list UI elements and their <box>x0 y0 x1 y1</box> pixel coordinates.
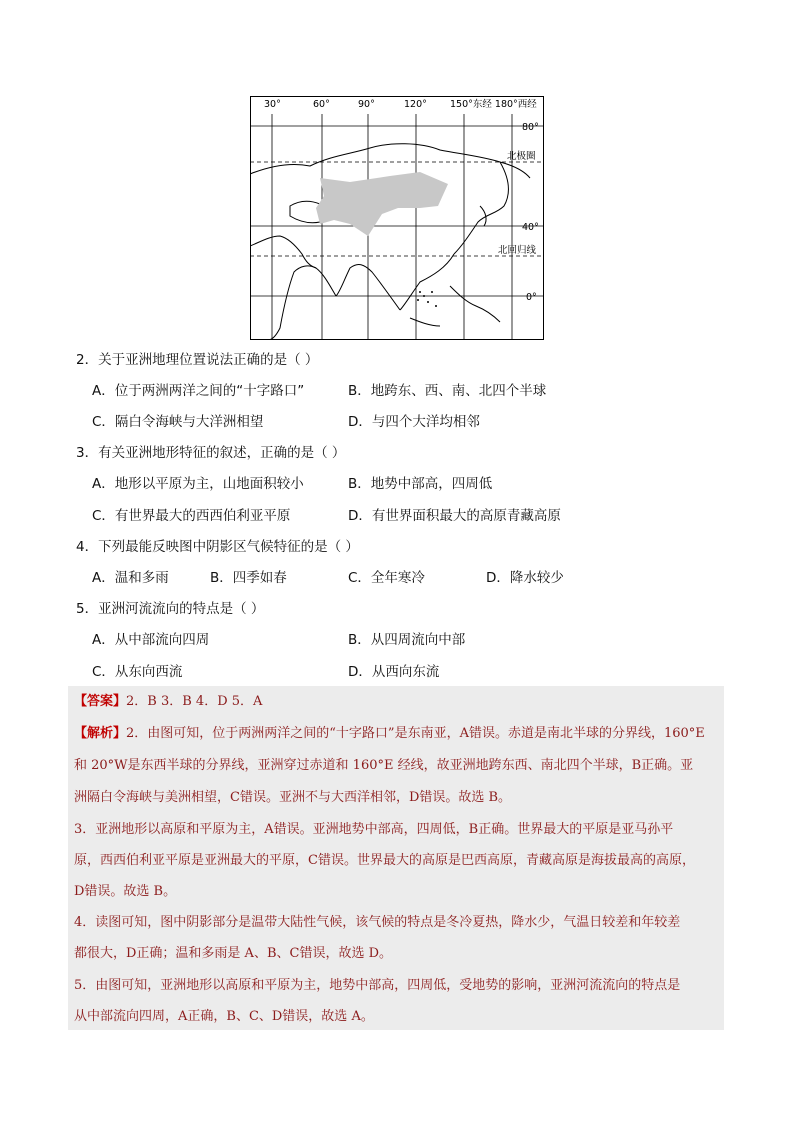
analysis-line-4: 3．亚洲地形以高原和平原为主，A错误。亚洲地势中部高，四周低，B正确。世界最大的平原是亚马孙平 <box>74 822 674 837</box>
question-5-option-d: D．从西向东流 <box>348 664 440 680</box>
question-5-option-b: B．从四周流向中部 <box>348 632 466 648</box>
question-4-option-a: A．温和多雨 <box>92 570 169 586</box>
map-svg <box>250 96 544 340</box>
question-3-option-a: A．地形以平原为主，山地面积较小 <box>92 476 304 492</box>
answer-tag: 【答案】 <box>74 694 127 709</box>
question-4-option-b: B．四季如春 <box>210 570 287 586</box>
question-2-option-d: D．与四个大洋均相邻 <box>348 414 480 430</box>
question-5-option-a: A．从中部流向四周 <box>92 632 210 648</box>
analysis-line-5: 原，西西伯利亚平原是亚洲最大的平原，C错误。世界最大的高原是巴西高原，青藏高原是海拔最高的高原， <box>74 853 695 868</box>
question-3-option-c: C．有世界最大的西西伯利亚平原 <box>92 508 291 524</box>
analysis-line-9: 5．由图可知，亚洲地形以高原和平原为主，地势中部高，四周低，受地势的影响，亚洲河流流向的特点是 <box>74 978 681 993</box>
lat-label-40: 40° <box>522 222 539 233</box>
analysis-line-10: 从中部流向四周，A正确，B、C、D错误，故选 A。 <box>74 1009 374 1024</box>
question-3-option-b: B．地势中部高，四周低 <box>348 476 493 492</box>
lat-label-0: 0° <box>526 292 537 303</box>
analysis-text-1: 2．由图可知，位于两洲两洋之间的“十字路口”是东南亚，A错误。赤道是南北半球的分界线，160°E <box>126 726 705 741</box>
answer-text: 2．B 3．B 4．D 5．A <box>126 694 263 709</box>
tropic-of-cancer-label: 北回归线 <box>498 245 537 256</box>
analysis-tag: 【解析】 <box>74 726 127 741</box>
analysis-line-3: 洲隔白令海峡与美洲相望，C错误。亚洲不与大西洋相邻，D错误。故选 B。 <box>74 790 512 805</box>
question-3-option-d: D．有世界面积最大的高原青藏高原 <box>348 508 561 524</box>
question-4-option-d: D．降水较少 <box>486 570 564 586</box>
question-2-stem: 2．关于亚洲地理位置说法正确的是（ ） <box>76 352 319 368</box>
question-2-option-c: C．隔白令海峡与大洋洲相望 <box>92 414 264 430</box>
answer-line <box>74 692 262 712</box>
lon-label-120: 120° <box>404 99 427 110</box>
question-3-stem: 3．有关亚洲地形特征的叙述，正确的是（ ） <box>76 445 346 461</box>
question-5-stem: 5．亚洲河流流向的特点是（ ） <box>76 601 265 617</box>
question-5-option-c: C．从东向西流 <box>92 664 183 680</box>
arctic-circle-label: 北极圈 <box>507 151 536 162</box>
lon-label-60: 60° <box>313 99 330 110</box>
analysis-line-1 <box>74 724 705 744</box>
question-4-stem: 4．下列最能反映图中阴影区气候特征的是（ ） <box>76 539 359 555</box>
lat-label-80: 80° <box>522 122 539 133</box>
analysis-line-8: 都很大，D正确；温和多雨是 A、B、C错误，故选 D。 <box>74 946 392 961</box>
lon-label-30: 30° <box>264 99 281 110</box>
lon-label-150-180: 150°东经 180°西经 <box>450 99 537 110</box>
lon-label-90: 90° <box>358 99 375 110</box>
analysis-line-2: 和 20°W是东西半球的分界线，亚洲穿过赤道和 160°E 经线，故亚洲地跨东西、南北四个半球，B正确。亚 <box>74 758 694 773</box>
asia-map-figure <box>250 96 544 340</box>
question-2-option-b: B．地跨东、西、南、北四个半球 <box>348 383 547 399</box>
analysis-line-6: D错误。故选 B。 <box>74 884 177 899</box>
analysis-line-7: 4．读图可知，图中阴影部分是温带大陆性气候，该气候的特点是冬冷夏热，降水少，气温日较差和年较差 <box>74 915 681 930</box>
question-4-option-c: C．全年寒冷 <box>348 570 425 586</box>
question-2-option-a: A．位于两洲两洋之间的“十字路口” <box>92 383 305 399</box>
